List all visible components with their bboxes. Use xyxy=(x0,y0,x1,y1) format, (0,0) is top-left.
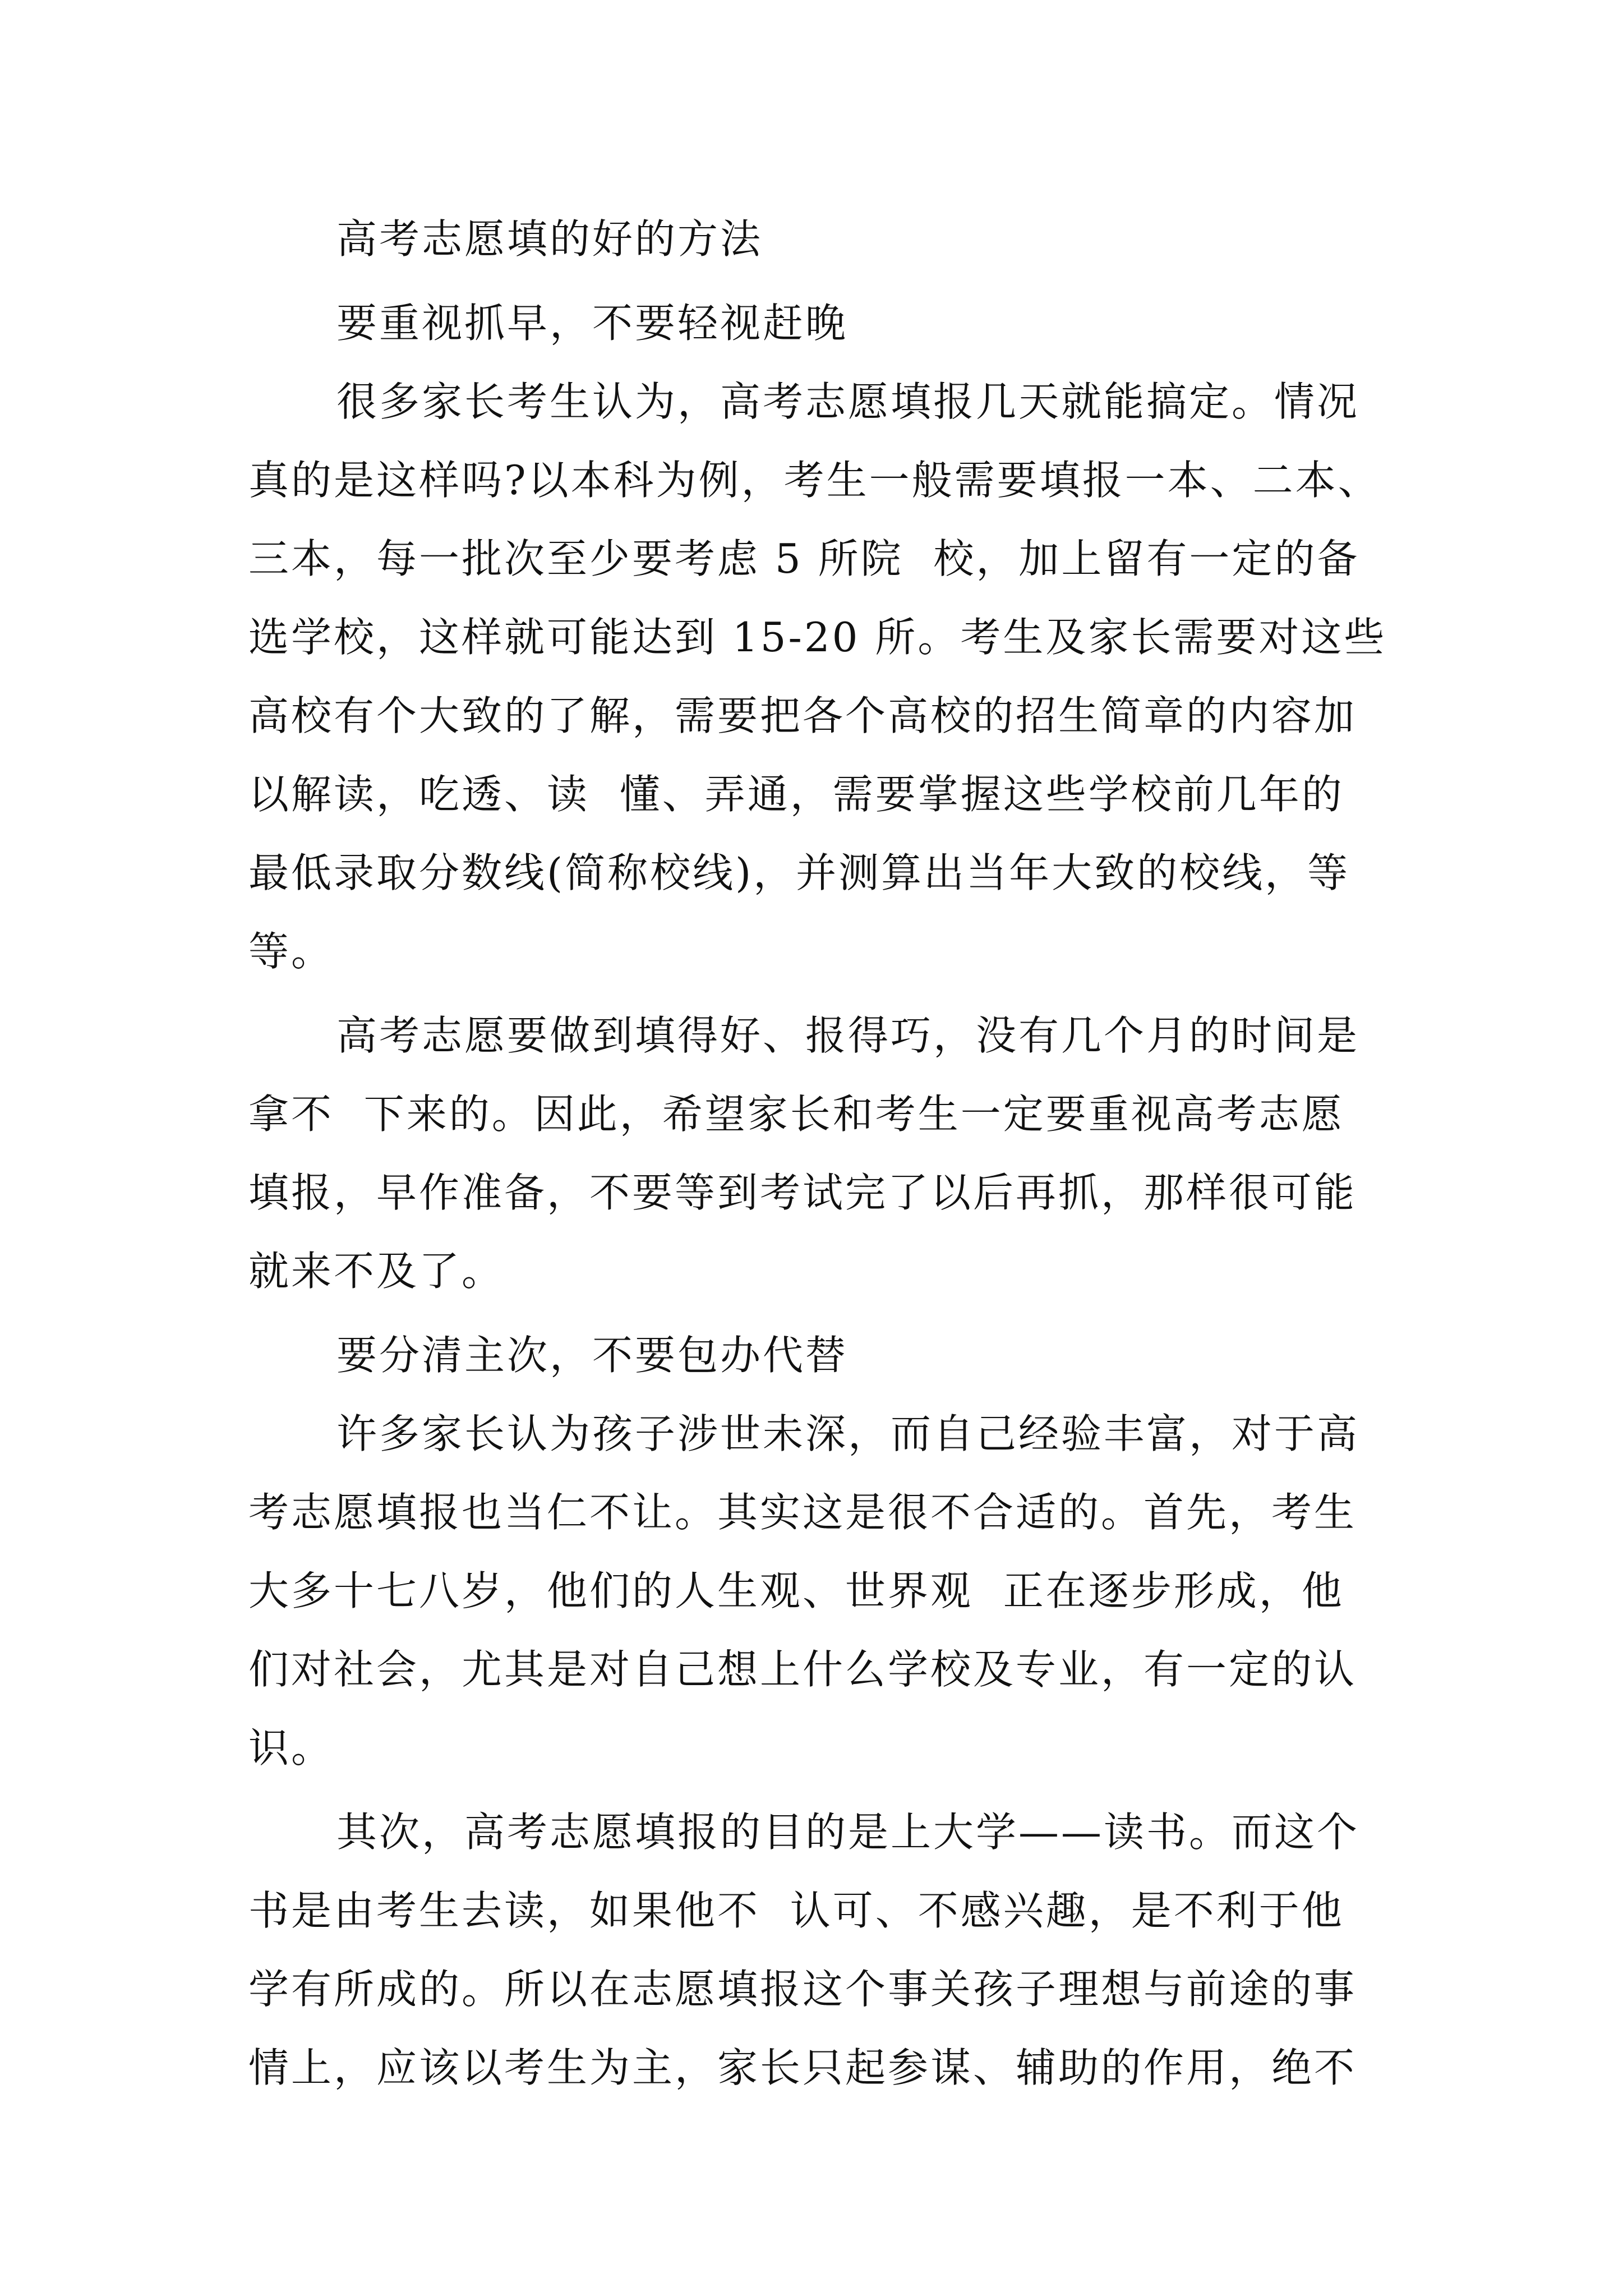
paragraph-line: 考志愿填报也当仁不让。其实这是很不合适的。首先，考生 xyxy=(248,1489,1357,1536)
section-heading: 要重视抓早，不要轻视赶晚 xyxy=(336,300,849,347)
paragraph-line: 情上，应该以考生为主，家长只起参谋、辅助的作用，绝不 xyxy=(248,2044,1357,2091)
section-heading: 要分清主次，不要包办代替 xyxy=(336,1332,849,1379)
paragraph-line: 很多家长考生认为，高考志愿填报几天就能搞定。情况 xyxy=(336,378,1360,425)
paragraph-line: 等。 xyxy=(248,928,334,975)
paragraph-line: 高考志愿要做到填得好、报得巧，没有几个月的时间是 xyxy=(336,1012,1360,1059)
paragraph-line: 书是由考生去读，如果他不 认可、不感兴趣，是不利于他 xyxy=(248,1887,1344,1934)
paragraph-line: 三本，每一批次至少要考虑 5 所院 校，加上留有一定的备 xyxy=(248,535,1360,582)
document-title: 高考志愿填的好的方法 xyxy=(336,215,763,263)
paragraph-line: 填报，早作准备，不要等到考试完了以后再抓，那样很可能 xyxy=(248,1169,1357,1216)
paragraph-line: 识。 xyxy=(248,1724,334,1772)
paragraph-line: 许多家长认为孩子涉世未深，而自己经验丰富，对于高 xyxy=(336,1410,1360,1457)
paragraph-line: 选学校，这样就可能达到 15-20 所。考生及家长需要对这些 xyxy=(248,614,1387,661)
paragraph-line: 其次，高考志愿填报的目的是上大学——读书。而这个 xyxy=(336,1809,1360,1856)
paragraph-line: 以解读，吃透、读 懂、弄通，需要掌握这些学校前几年的 xyxy=(248,771,1344,818)
paragraph-line: 就来不及了。 xyxy=(248,1248,505,1295)
paragraph-line: 高校有个大致的了解，需要把各个高校的招生简章的内容加 xyxy=(248,692,1357,739)
paragraph-line: 最低录取分数线(简称校线)，并测算出当年大致的校线，等 xyxy=(248,849,1350,896)
paragraph-line: 学有所成的。所以在志愿填报这个事关孩子理想与前途的事 xyxy=(248,1966,1357,2013)
paragraph-line: 大多十七八岁，他们的人生观、世界观 正在逐步形成，他 xyxy=(248,1567,1344,1614)
paragraph-line: 真的是这样吗?以本科为例，考生一般需要填报一本、二本、 xyxy=(248,457,1381,504)
paragraph-line: 们对社会，尤其是对自己想上什么学校及专业，有一定的认 xyxy=(248,1646,1357,1693)
paragraph-line: 拿不 下来的。因此，希望家长和考生一定要重视高考志愿 xyxy=(248,1091,1344,1138)
